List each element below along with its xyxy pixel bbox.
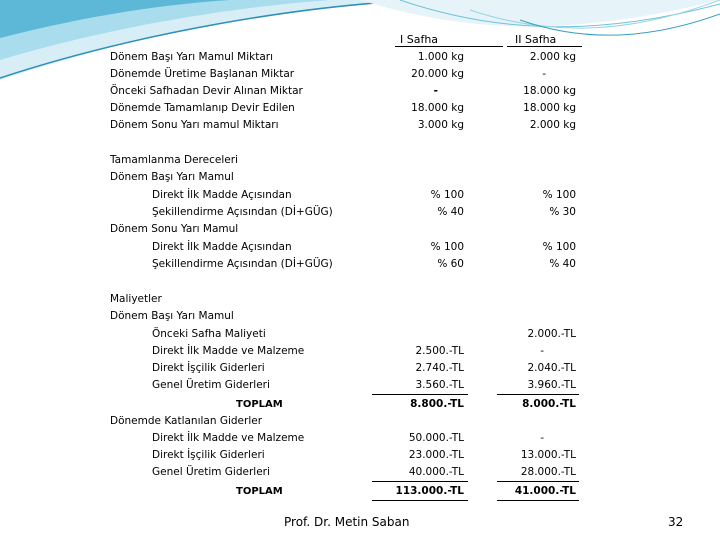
row-value-phase-1: 20.000 kg	[411, 68, 464, 80]
total-label: TOPLAM	[236, 399, 283, 410]
row-value-phase-2: 2.000 kg	[529, 51, 576, 63]
subsection-heading-beginning-wip	[0, 169, 720, 186]
row-label: Genel Üretim Giderleri	[152, 379, 270, 391]
total-rule-1	[372, 481, 468, 482]
row-label: Direkt İşçilik Giderleri	[152, 362, 265, 374]
row-value-phase-2: % 100	[542, 241, 576, 253]
header-underline-2	[507, 46, 582, 47]
column-header-phase-2: II Safha	[515, 33, 557, 46]
row-value-phase-2: 18.000 kg	[523, 85, 576, 97]
row-value-phase-1: 3.000 kg	[417, 119, 464, 131]
total-value-phase-2: 41.000.-TL	[514, 485, 576, 497]
row-value-phase-2: -	[542, 68, 546, 80]
total-value-phase-1: 113.000.-TL	[395, 485, 464, 497]
header-underline-1	[395, 46, 503, 47]
row-label: Tamamlanma Dereceleri	[110, 154, 238, 166]
table-row-transferred-in	[0, 83, 720, 100]
table-row-prior-phase-cost	[0, 326, 720, 343]
row-value-phase-2: % 40	[549, 258, 576, 270]
row-label: Genel Üretim Giderleri	[152, 466, 270, 478]
table-row-direct-labor-cost	[0, 447, 720, 464]
row-value-phase-1: 2.500.-TL	[415, 345, 464, 357]
row-value-phase-1: % 40	[437, 206, 464, 218]
total-bottom-rule-2	[497, 500, 579, 501]
row-value-phase-2: % 100	[542, 189, 576, 201]
row-label: Önceki Safhadan Devir Alınan Miktar	[110, 85, 303, 97]
table-row-direct-material-completion	[0, 239, 720, 256]
row-value-phase-2: 3.960.-TL	[527, 379, 576, 391]
subsection-heading-ending-wip	[0, 221, 720, 238]
row-value-phase-1: 23.000.-TL	[408, 449, 464, 461]
row-label: Şekillendirme Açısından (Dİ+GÜG)	[152, 206, 333, 218]
section-heading-costs	[0, 291, 720, 308]
row-label: Dönem Başı Yarı Mamul	[110, 171, 234, 183]
row-value-phase-2: 2.040.-TL	[527, 362, 576, 374]
row-value-phase-1: 50.000.-TL	[408, 432, 464, 444]
footer-author: Prof. Dr. Metin Saban	[284, 515, 410, 529]
subsection-heading-beginning-wip	[0, 308, 720, 325]
section-heading-completion	[0, 152, 720, 169]
table-row-conversion-completion	[0, 204, 720, 221]
row-label: Direkt İlk Madde ve Malzeme	[152, 432, 305, 444]
table-row-direct-labor-cost	[0, 360, 720, 377]
row-label: Maliyetler	[110, 293, 162, 305]
row-label: Dönemde Katlanılan Giderler	[110, 415, 263, 427]
row-label: Direkt İlk Madde ve Malzeme	[152, 345, 305, 357]
table-row-conversion-completion	[0, 256, 720, 273]
table-row-total-period-costs	[0, 483, 720, 500]
table-row-beginning-wip	[0, 49, 720, 66]
row-value-phase-2: 2.000.-TL	[527, 328, 576, 340]
table-row-total-beginning-wip	[0, 396, 720, 413]
row-value-phase-2: 2.000 kg	[529, 119, 576, 131]
table-row-started-units	[0, 66, 720, 83]
row-value-phase-2: % 30	[549, 206, 576, 218]
table-row-direct-material-cost	[0, 430, 720, 447]
row-label: Dönemde Üretime Başlanan Miktar	[110, 68, 295, 80]
table-row-overhead-cost	[0, 464, 720, 481]
row-value-phase-2: 13.000.-TL	[520, 449, 576, 461]
total-rule-2	[497, 394, 579, 395]
table-row-completed-transferred	[0, 100, 720, 117]
row-label: Direkt İlk Madde Açısından	[152, 241, 292, 253]
total-label: TOPLAM	[236, 486, 283, 497]
row-value-phase-1: % 100	[430, 189, 464, 201]
row-label: Dönem Başı Yarı Mamul Miktarı	[110, 51, 274, 63]
page-number: 32	[668, 515, 684, 529]
total-bottom-rule-1	[372, 500, 468, 501]
row-label: Önceki Safha Maliyeti	[152, 328, 266, 340]
column-header-phase-1: I Safha	[400, 33, 439, 46]
row-value-phase-1: 2.740.-TL	[415, 362, 464, 374]
row-label: Dönemde Tamamlanıp Devir Edilen	[110, 102, 295, 114]
table-row-direct-material-completion	[0, 187, 720, 204]
row-value-phase-1: 3.560.-TL	[415, 379, 464, 391]
row-label: Direkt İlk Madde Açısından	[152, 189, 292, 201]
table-row-ending-wip	[0, 117, 720, 134]
row-value-phase-1: 18.000 kg	[411, 102, 464, 114]
row-value-phase-1: % 100	[430, 241, 464, 253]
row-label: Dönem Sonu Yarı Mamul	[110, 223, 239, 235]
row-value-phase-2: 28.000.-TL	[520, 466, 576, 478]
row-value-phase-1: 1.000 kg	[417, 51, 464, 63]
row-value-phase-1: -	[433, 85, 438, 97]
total-value-phase-1: 8.800.-TL	[410, 398, 464, 410]
row-value-phase-2: -	[540, 432, 544, 444]
row-label: Şekillendirme Açısından (Dİ+GÜG)	[152, 258, 333, 270]
table-row-overhead-cost	[0, 377, 720, 394]
table-row-direct-material-cost	[0, 343, 720, 360]
row-label: Direkt İşçilik Giderleri	[152, 449, 265, 461]
row-value-phase-1: 40.000.-TL	[408, 466, 464, 478]
row-value-phase-1: % 60	[437, 258, 464, 270]
total-rule-2	[497, 481, 579, 482]
row-value-phase-2: 18.000 kg	[523, 102, 576, 114]
row-value-phase-2: -	[540, 345, 544, 357]
row-label: Dönem Sonu Yarı mamul Miktarı	[110, 119, 279, 131]
total-value-phase-2: 8.000.-TL	[522, 398, 576, 410]
row-label: Dönem Başı Yarı Mamul	[110, 310, 234, 322]
subsection-heading-period-costs	[0, 413, 720, 430]
total-rule-1	[372, 394, 468, 395]
